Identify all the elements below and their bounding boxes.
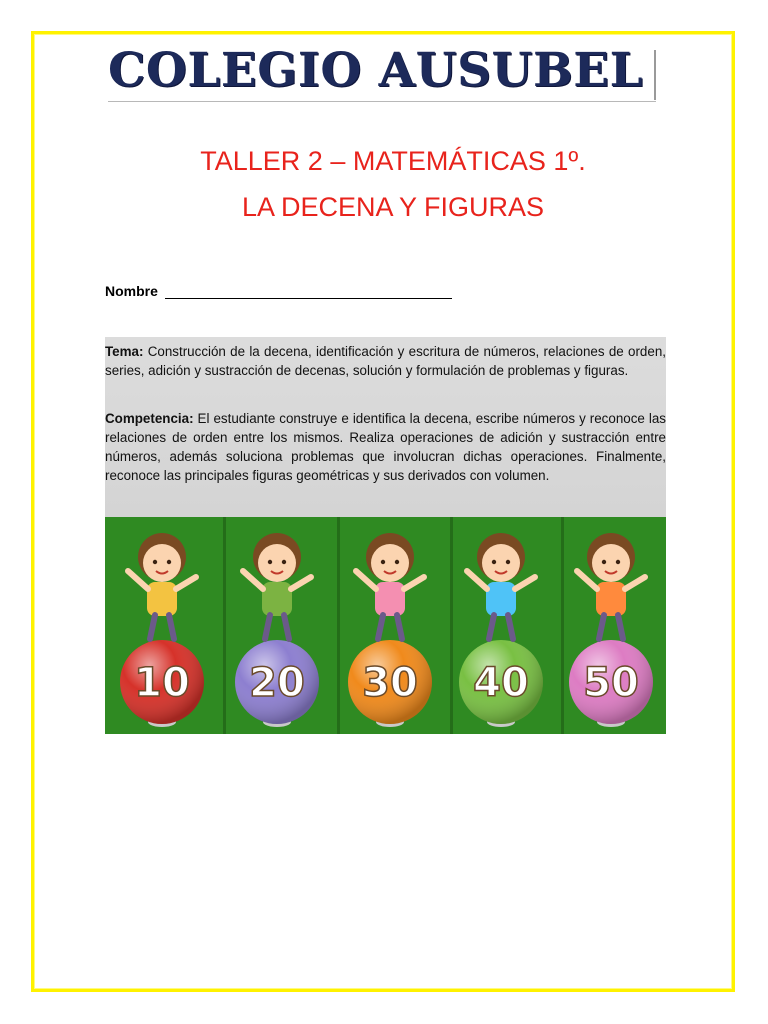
children-illustration bbox=[105, 517, 666, 734]
competencia-text: El estudiante construye e identifica la decena, escribe números y reconoce las relaciones de orden entre los mismos. Realiza operaciones de adición y sustracción entre números, además soluciona problemas que involucran dichas operaciones. Finalmente, reconoce las principales figuras geométricas y sus derivados con volumen. bbox=[105, 411, 666, 483]
tema-label: Tema: bbox=[105, 344, 144, 359]
worksheet-subtitle: LA DECENA Y FIGURAS bbox=[241, 192, 545, 222]
ball-number: 20 bbox=[249, 660, 305, 706]
tema-text: Construcción de la decena, identificación y escritura de números, relaciones de orden, series, adición y sustracción de decenas, solución y formulación de problemas y figuras. bbox=[105, 344, 666, 378]
competencia-label: Competencia: bbox=[105, 411, 194, 426]
logo-underline bbox=[108, 101, 656, 102]
school-logo bbox=[108, 40, 658, 102]
ball-number: 50 bbox=[583, 660, 639, 706]
worksheet-title: TALLER 2 – MATEMÁTICAS 1º. bbox=[200, 146, 586, 176]
tema-paragraph bbox=[105, 342, 666, 380]
competencia-paragraph bbox=[105, 409, 666, 485]
ball-number: 40 bbox=[473, 660, 529, 706]
logo-text: COLEGIO AUSUBEL bbox=[108, 43, 644, 98]
ball-number: 30 bbox=[362, 660, 418, 706]
ball-number: 10 bbox=[134, 660, 190, 706]
illustration-svg bbox=[105, 517, 666, 734]
logo-divider bbox=[654, 50, 656, 100]
name-label: Nombre bbox=[105, 283, 158, 299]
name-field[interactable] bbox=[165, 298, 452, 299]
